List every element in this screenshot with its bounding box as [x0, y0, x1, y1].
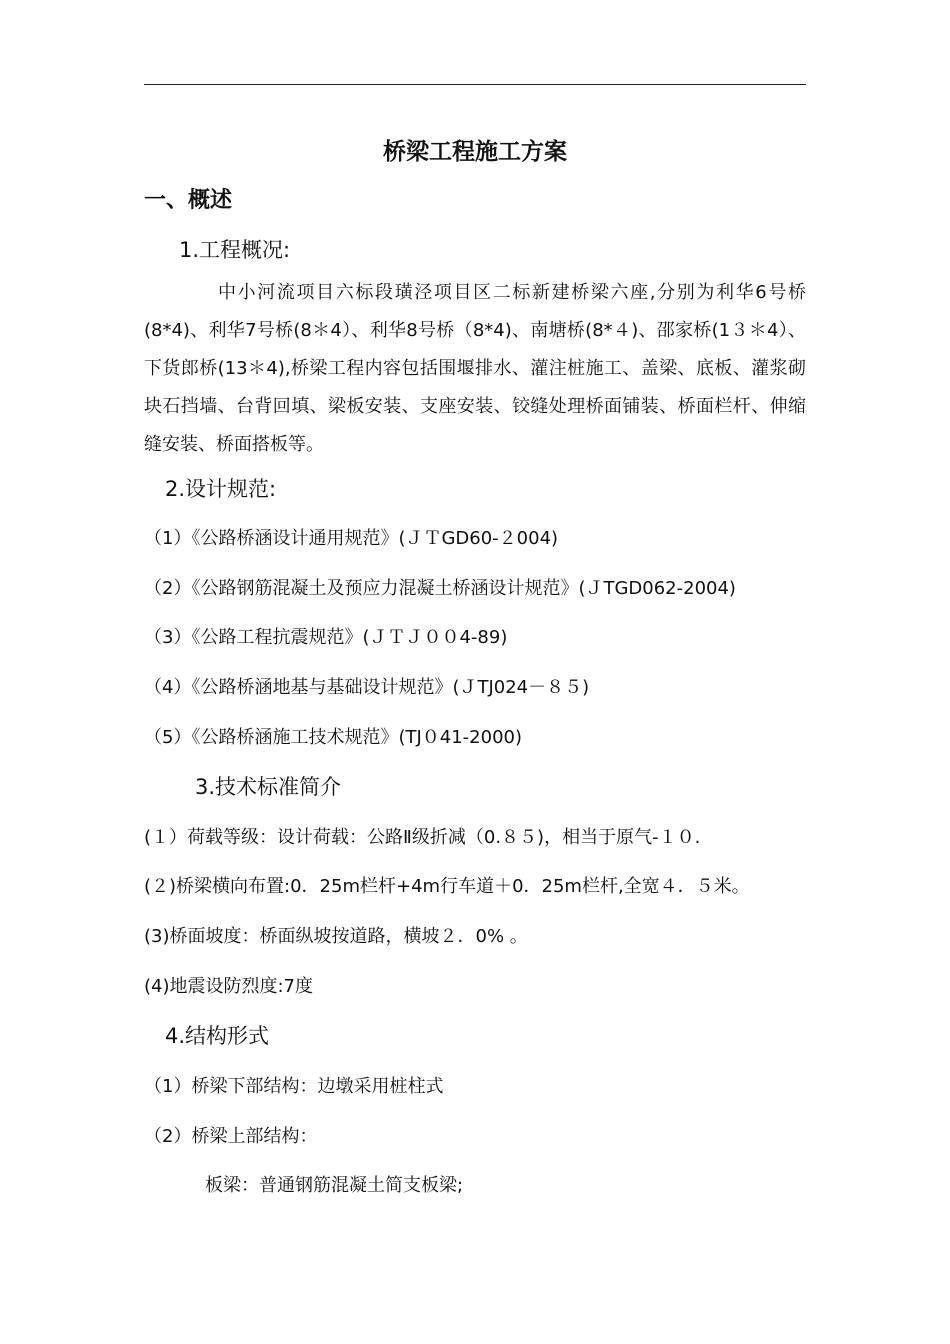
- subheading-structure-form: 4.结构形式: [165, 1024, 270, 1048]
- subheading-project-overview: 1.工程概况:: [179, 238, 291, 262]
- project-overview-paragraph: 中小河流项目六标段璜泾项目区二标新建桥梁六座,分别为利华6号桥(8*4)、利华7号桥(8＊4）、利华8号桥（8*4)、南塘桥(8*４)、邵家桥(1３＊4）、下货郎桥(13＊4),桥梁工程内容包括围堰排水、灌注桩施工、盖梁、底板、灌浆砌块石挡墙、台背回填、梁板安装、支座安装、铰缝处理桥面铺装、桥面栏杆、伸缩缝安装、桥面搭板等。: [144, 282, 806, 455]
- slab-beam-note: 板梁：普通钢筋混凝土简支板梁;: [205, 1175, 464, 1196]
- design-code-item: （2）《公路钢筋混凝土及预应力混凝土桥涵设计规范》(ＪTGD062-2004): [144, 578, 736, 599]
- subheading-technical-standards: 3.技术标准简介: [195, 775, 342, 799]
- design-code-item: （4）《公路桥涵地基与基础设计规范》(ＪTJ024－８５): [144, 677, 590, 698]
- technical-standard-item: (２)桥梁横向布置:0．25m栏杆+4m行车道＋0．25m栏杆,全宽４．５米。: [144, 876, 750, 897]
- technical-standard-item: (4)地震设防烈度:7度: [144, 976, 314, 997]
- technical-standard-item: (3)桥面坡度：桥面纵坡按道路，横坡２．0% 。: [144, 926, 528, 947]
- design-code-item: （3）《公路工程抗震规范》(ＪＴＪ００4-89): [144, 627, 508, 648]
- design-code-item: （5）《公路桥涵施工技术规范》(TJ０41-2000): [144, 727, 523, 748]
- technical-standard-item: (１）荷载等级：设计荷载：公路Ⅱ级折减（0.８５)，相当于原气-１０.: [144, 827, 701, 848]
- subheading-design-codes: 2.设计规范:: [165, 477, 277, 501]
- document-title: 桥梁工程施工方案: [383, 139, 567, 165]
- design-code-item: （1）《公路桥涵设计通用规范》(ＪＴGD60-２004): [144, 528, 559, 549]
- header-rule: [144, 84, 806, 85]
- structure-item: （2）桥梁上部结构：: [144, 1126, 318, 1147]
- structure-item: （1）桥梁下部结构：边墩采用桩柱式: [144, 1076, 444, 1097]
- section-heading-overview: 一、概述: [144, 188, 233, 213]
